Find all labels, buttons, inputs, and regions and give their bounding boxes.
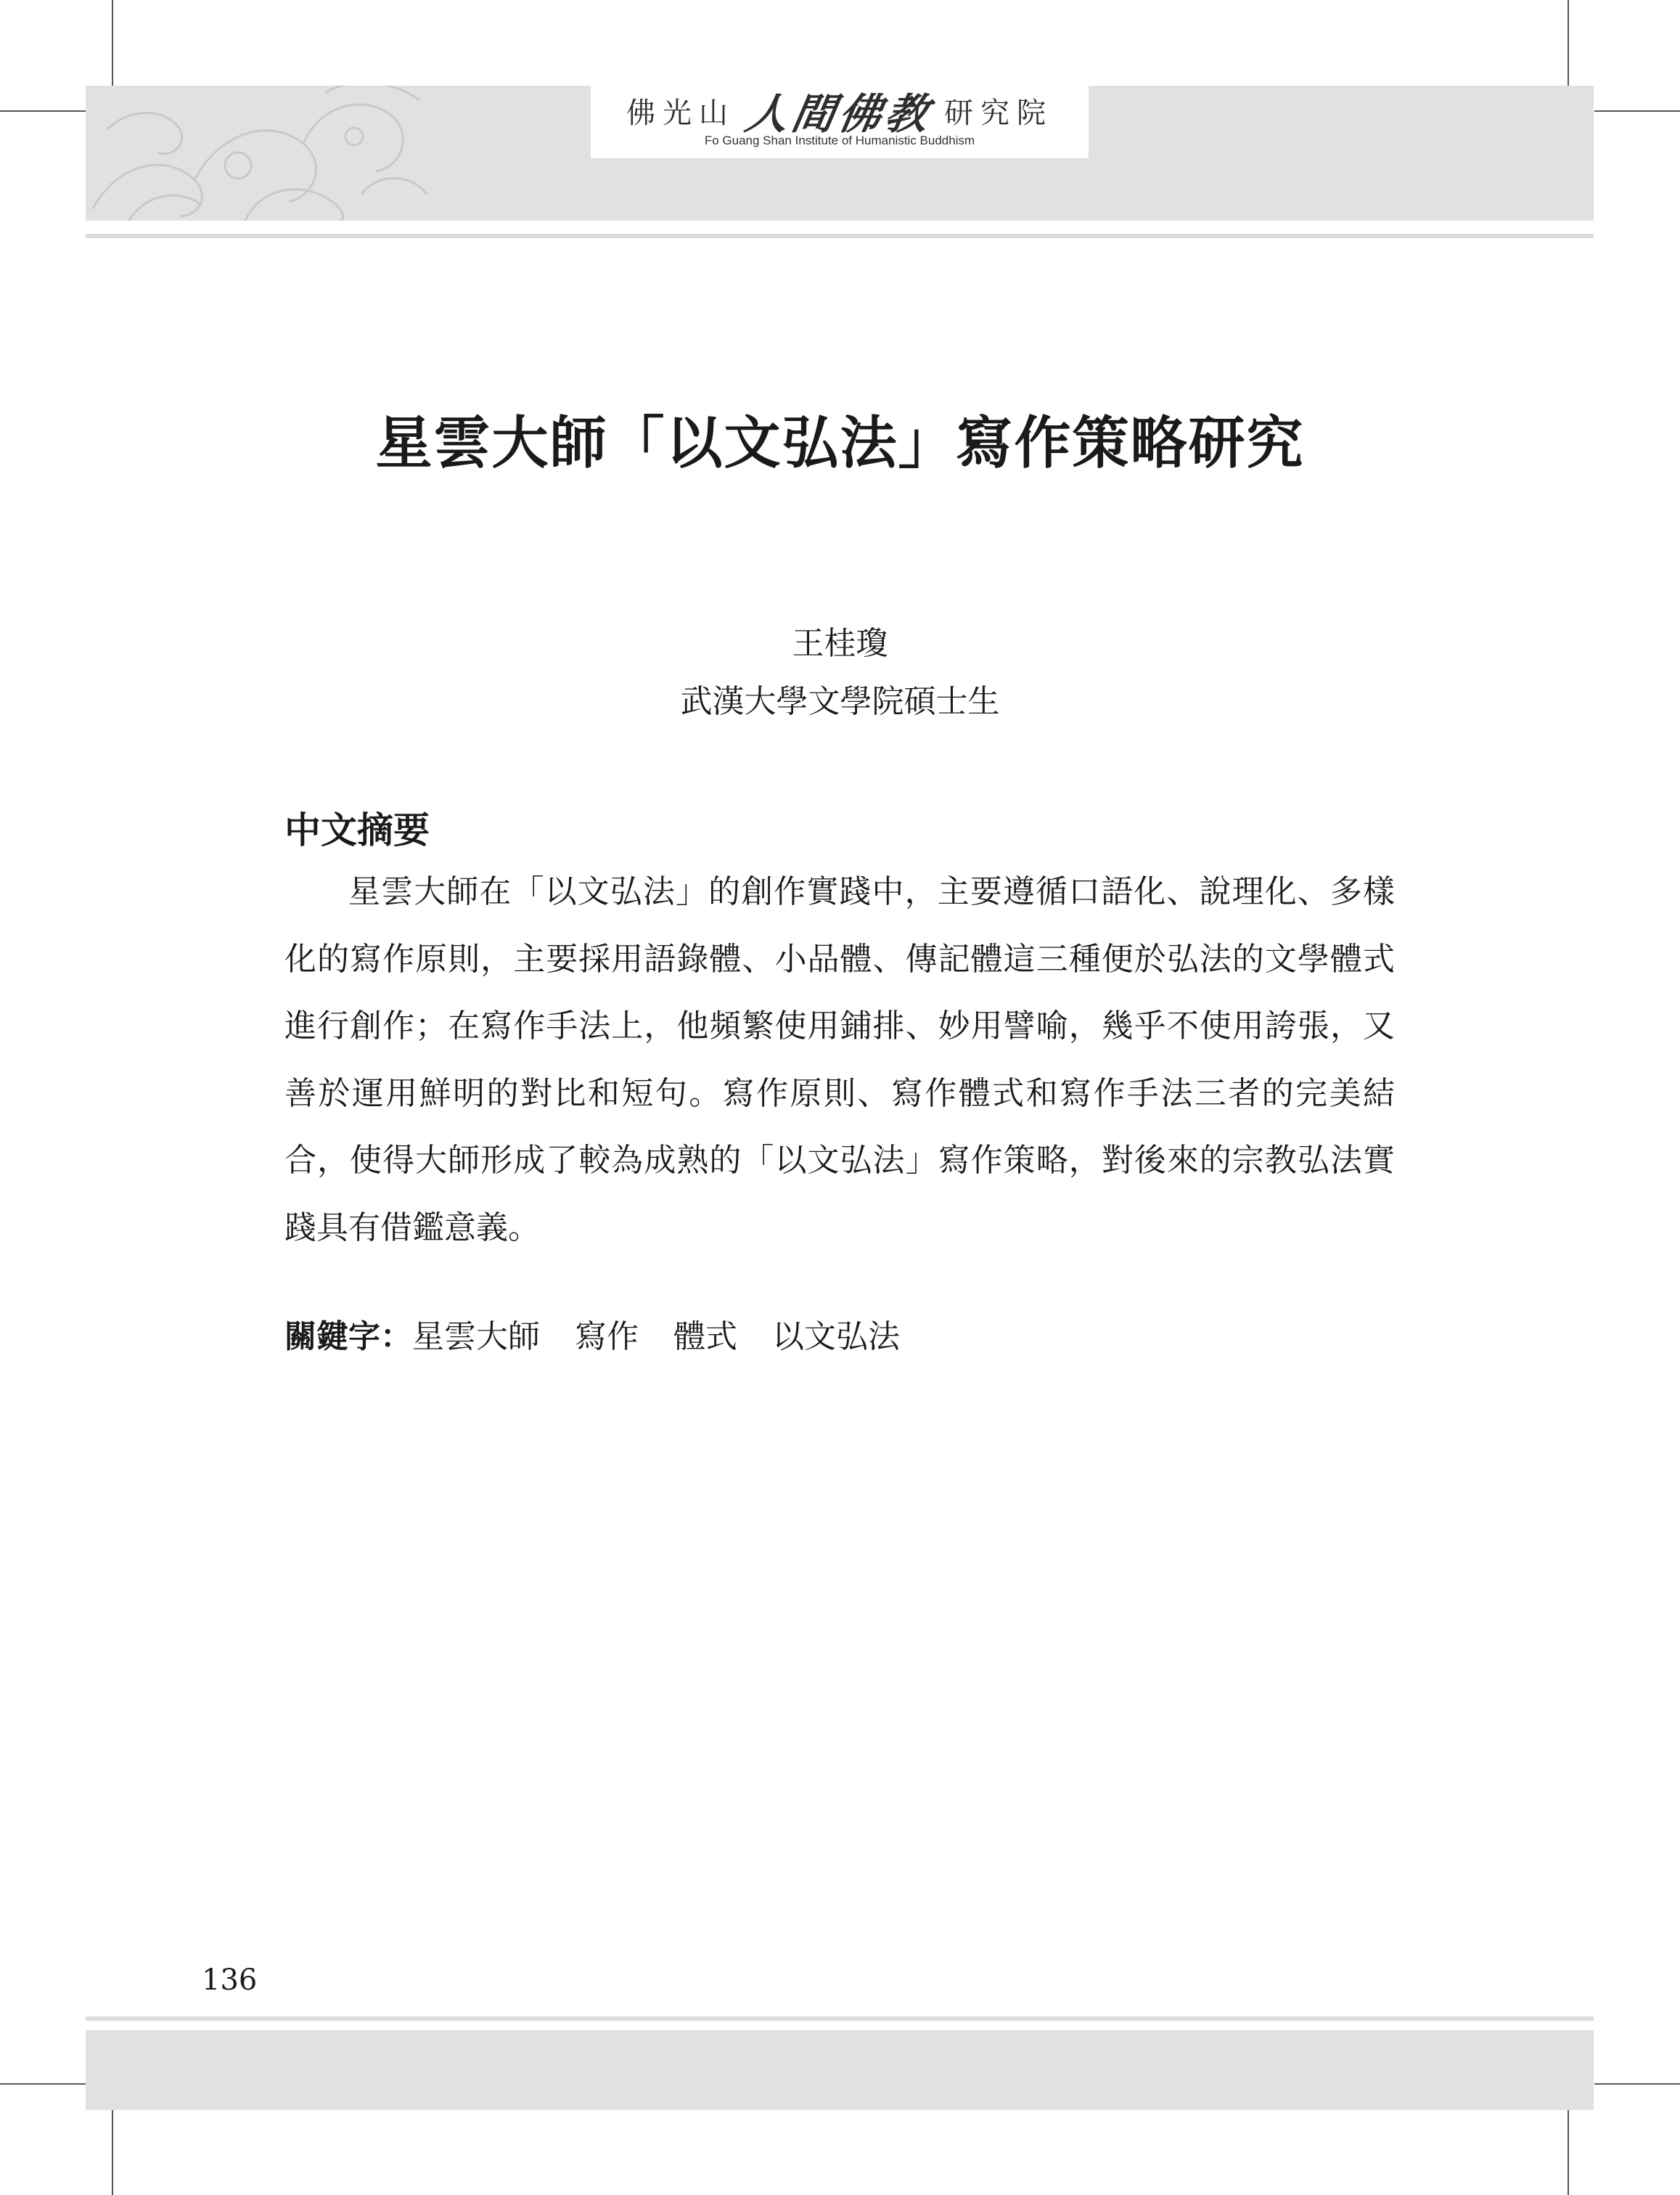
logo-subtitle: Fo Guang Shan Institute of Humanistic Buddhism: [704, 134, 975, 147]
crop-mark: [112, 2109, 113, 2195]
crop-mark: [1568, 0, 1569, 86]
institute-logo: [591, 86, 1089, 158]
abstract-heading: 中文摘要: [284, 809, 430, 851]
logo-main: [591, 89, 1089, 139]
crop-mark: [1594, 110, 1680, 112]
author-name: 王桂瓊: [792, 625, 888, 662]
footer-band: [86, 2030, 1594, 2110]
keyword-item: 體式: [673, 1318, 737, 1355]
abstract-body: 星雲大師在「以文弘法」的創作實踐中，主要遵循口語化、說理化、多樣化的寫作原則，主要採用語錄體、小品體、傳記體這三種便於弘法的文學體式進行創作；在寫作手法上，他頻繁使用鋪排、妙用譬喻，幾乎不使用誇張，又善於運用鮮明的對比和短句。寫作原則、寫作體式和寫作手法三者的完美結合，使得大師形成了較為成熟的「以文弘法」寫作策略，對後來的宗教弘法實踐具有借鑑意義。: [284, 873, 1395, 1246]
author-affiliation: 武漢大學文學院碩士生: [680, 683, 1000, 720]
crop-mark: [0, 110, 86, 112]
header-rule: [86, 234, 1594, 238]
keywords-label: 關鍵字：: [284, 1318, 412, 1355]
logo-prefix: 佛光山: [626, 96, 735, 130]
crop-mark: [1568, 2109, 1569, 2195]
crop-mark: [0, 2083, 86, 2085]
footer-rule: [86, 2016, 1594, 2021]
keyword-item: 以文弘法: [772, 1318, 900, 1355]
crop-mark: [1594, 2083, 1680, 2085]
logo-script: 人間佛教: [742, 89, 937, 139]
page-number: 136: [202, 1963, 258, 1997]
article-title: 星雲大師「以文弘法」寫作策略研究: [375, 410, 1305, 476]
keyword-item: 寫作: [575, 1318, 639, 1355]
keyword-item: 星雲大師: [412, 1318, 540, 1355]
crop-mark: [112, 0, 113, 86]
keywords-line: [284, 1310, 935, 1357]
logo-suffix: 研究院: [944, 96, 1053, 130]
lotus-ornament-icon: [86, 86, 434, 221]
